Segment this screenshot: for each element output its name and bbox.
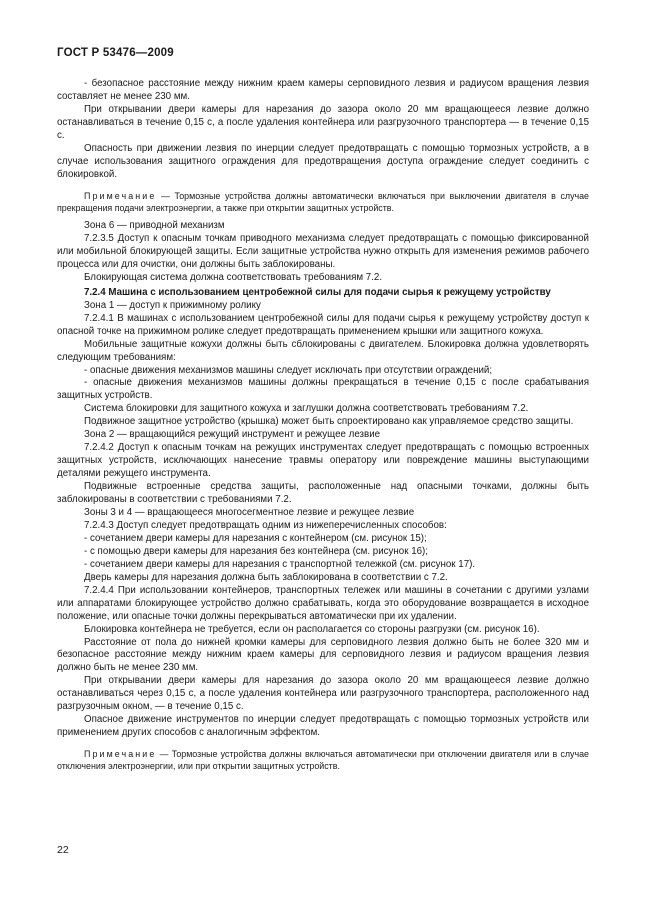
body-paragraph: 7.2.4.4 При использовании контейнеров, транспортных тележек или машины в сочетании с другими узлами или аппаратами блокирующее устройство должно срабатывать, когда это оборудование возвращается в исходное положение, или опасные точки должны перекрываться автоматически при их удалении. bbox=[57, 584, 589, 622]
page-body bbox=[57, 78, 589, 779]
note-paragraph bbox=[57, 748, 589, 772]
body-paragraph: Зоны 3 и 4 — вращающееся многосегментное лезвие и режущее лезвие bbox=[84, 507, 415, 518]
body-paragraph: - опасные движения механизмов машины должны прекращаться в течение 0,15 с после срабатывания защитных устройств. bbox=[57, 377, 589, 402]
body-paragraph: Подвижные встроенные средства защиты, расположенные над опасными точками, должны быть заблокированы в соответствии с требованиями 7.2. bbox=[57, 481, 589, 506]
document-id: ГОСТ Р 53476—2009 bbox=[57, 47, 174, 59]
note-text: — Тормозные устройства должны автоматически включаться при выключении двигателя в случае прекращения подачи электроэнергии, а также при открытии защитных устройств. bbox=[57, 190, 589, 213]
body-paragraph: Блокирующая система должна соответствовать требованиям 7.2. bbox=[84, 271, 383, 283]
note-label: Примечание bbox=[84, 749, 157, 760]
body-paragraph: Зона 2 — вращающийся режущий инструмент и режущее лезвие bbox=[84, 429, 381, 441]
body-paragraph: 7.2.4.3 Доступ следует предотвращать одним из нижеперечисленных способов: bbox=[84, 519, 447, 531]
body-paragraph: - с помощью двери камеры для нарезания без контейнера (см. рисунок 16); bbox=[84, 545, 429, 557]
body-paragraph: Подвижное защитное устройство (крышка) может быть спроектировано как управляемое средство защиты. bbox=[84, 416, 574, 428]
body-paragraph: При открывании двери камеры для нарезания до зазора около 20 мм вращающееся лезвие должно останавливаться в течение 0,15 с, а после удаления контейнера или разгрузочного транспортера — в течение 0,15 с. bbox=[57, 103, 589, 141]
body-paragraph: Дверь камеры для нарезания должна быть заблокирована в соответствии с 7.2. bbox=[84, 571, 448, 583]
note-text: — Тормозные устройства должны включаться автоматически при отключении двигателя или в случае отключения электроэнергии, или при открытии защитных устройств. bbox=[57, 749, 589, 772]
body-paragraph: 7.2.4.2 Доступ к опасным точкам на режущих инструментах следует предотвращать с помощью встроенных защитных устройств, исключающих нанесение травмы оператору или повреждение машины выступающими деталями режущего инструмента. bbox=[57, 442, 589, 480]
body-paragraph: Система блокировки для защитного кожуха и заглушки должна соответствовать требованиям 7.2. bbox=[84, 403, 529, 415]
body-paragraph: Опасное движение инструментов по инерции следует предотвращать с помощью тормозных устройств или применением других способов с аналогичным эффектом. bbox=[57, 714, 589, 739]
body-paragraph: Мобильные защитные кожухи должны быть сблокированы с двигателем. Блокировка должна удовлетворять следующим требованиям: bbox=[57, 338, 589, 363]
body-paragraph: - безопасное расстояние между нижним краем камеры серповидного лезвия и радиусом вращения лезвия составляет не менее 230 мм. bbox=[57, 78, 589, 102]
section-heading: 7.2.4 Машина с использованием центробежной силы для подачи сырья к режущему устройству bbox=[84, 286, 551, 298]
body-paragraph: 7.2.4.1 В машинах с использованием центробежной силы для подачи сырья к режущему устройству доступ к опасной точке на прижимном ролике следует предотвращать применением крышки или защитного кожуха. bbox=[57, 312, 589, 337]
body-paragraph: Зона 6 — приводной механизм bbox=[84, 220, 225, 232]
body-paragraph: Опасность при движении лезвия по инерции следует предотвращать с помощью тормозных устройств, а в случае использования защитного ограждения для предотвращения доступа ограждение следует соединить с блокировкой. bbox=[57, 142, 589, 180]
body-paragraph: - сочетанием двери камеры для нарезания с транспортной тележкой (см. рисунок 17). bbox=[84, 558, 476, 570]
body-paragraph: Зона 1 — доступ к прижимному ролику bbox=[84, 299, 261, 311]
note-label: Примечание bbox=[84, 190, 157, 201]
body-paragraph: При открывании двери камеры для нарезания до зазора около 20 мм вращающееся лезвие должно останавливаться через 0,15 с, а после удаления контейнера или разгрузочного транспортера, расположенного над разгрузочным окном, — в течение 0,15 с. bbox=[57, 675, 589, 713]
body-paragraph: - опасные движения механизмов машины следует исключать при отсутствии ограждений; bbox=[84, 364, 493, 376]
body-paragraph: Блокировка контейнера не требуется, если он располагается со стороны разгрузки (см. рисунок 16). bbox=[84, 623, 540, 635]
note-paragraph bbox=[57, 190, 589, 214]
body-paragraph: 7.2.3.5 Доступ к опасным точкам приводного механизма следует предотвращать с помощью фиксированной или мобильной блокирующей защиты. Если защитные устройства нужно открыть для изменения режимов рабочего процесса или для очистки, они должны быть заблокированы. bbox=[57, 232, 589, 270]
page-number: 22 bbox=[57, 844, 69, 856]
body-paragraph: - сочетанием двери камеры для нарезания с контейнером (см. рисунок 15); bbox=[84, 532, 427, 544]
body-paragraph: Расстояние от пола до нижней кромки камеры для серповидного лезвия должно быть не более 320 мм и безопасное расстояние между нижним краем камеры для серповидного лезвия и радиусом вращения лезвия должно быть не менее 230 мм. bbox=[57, 636, 589, 674]
